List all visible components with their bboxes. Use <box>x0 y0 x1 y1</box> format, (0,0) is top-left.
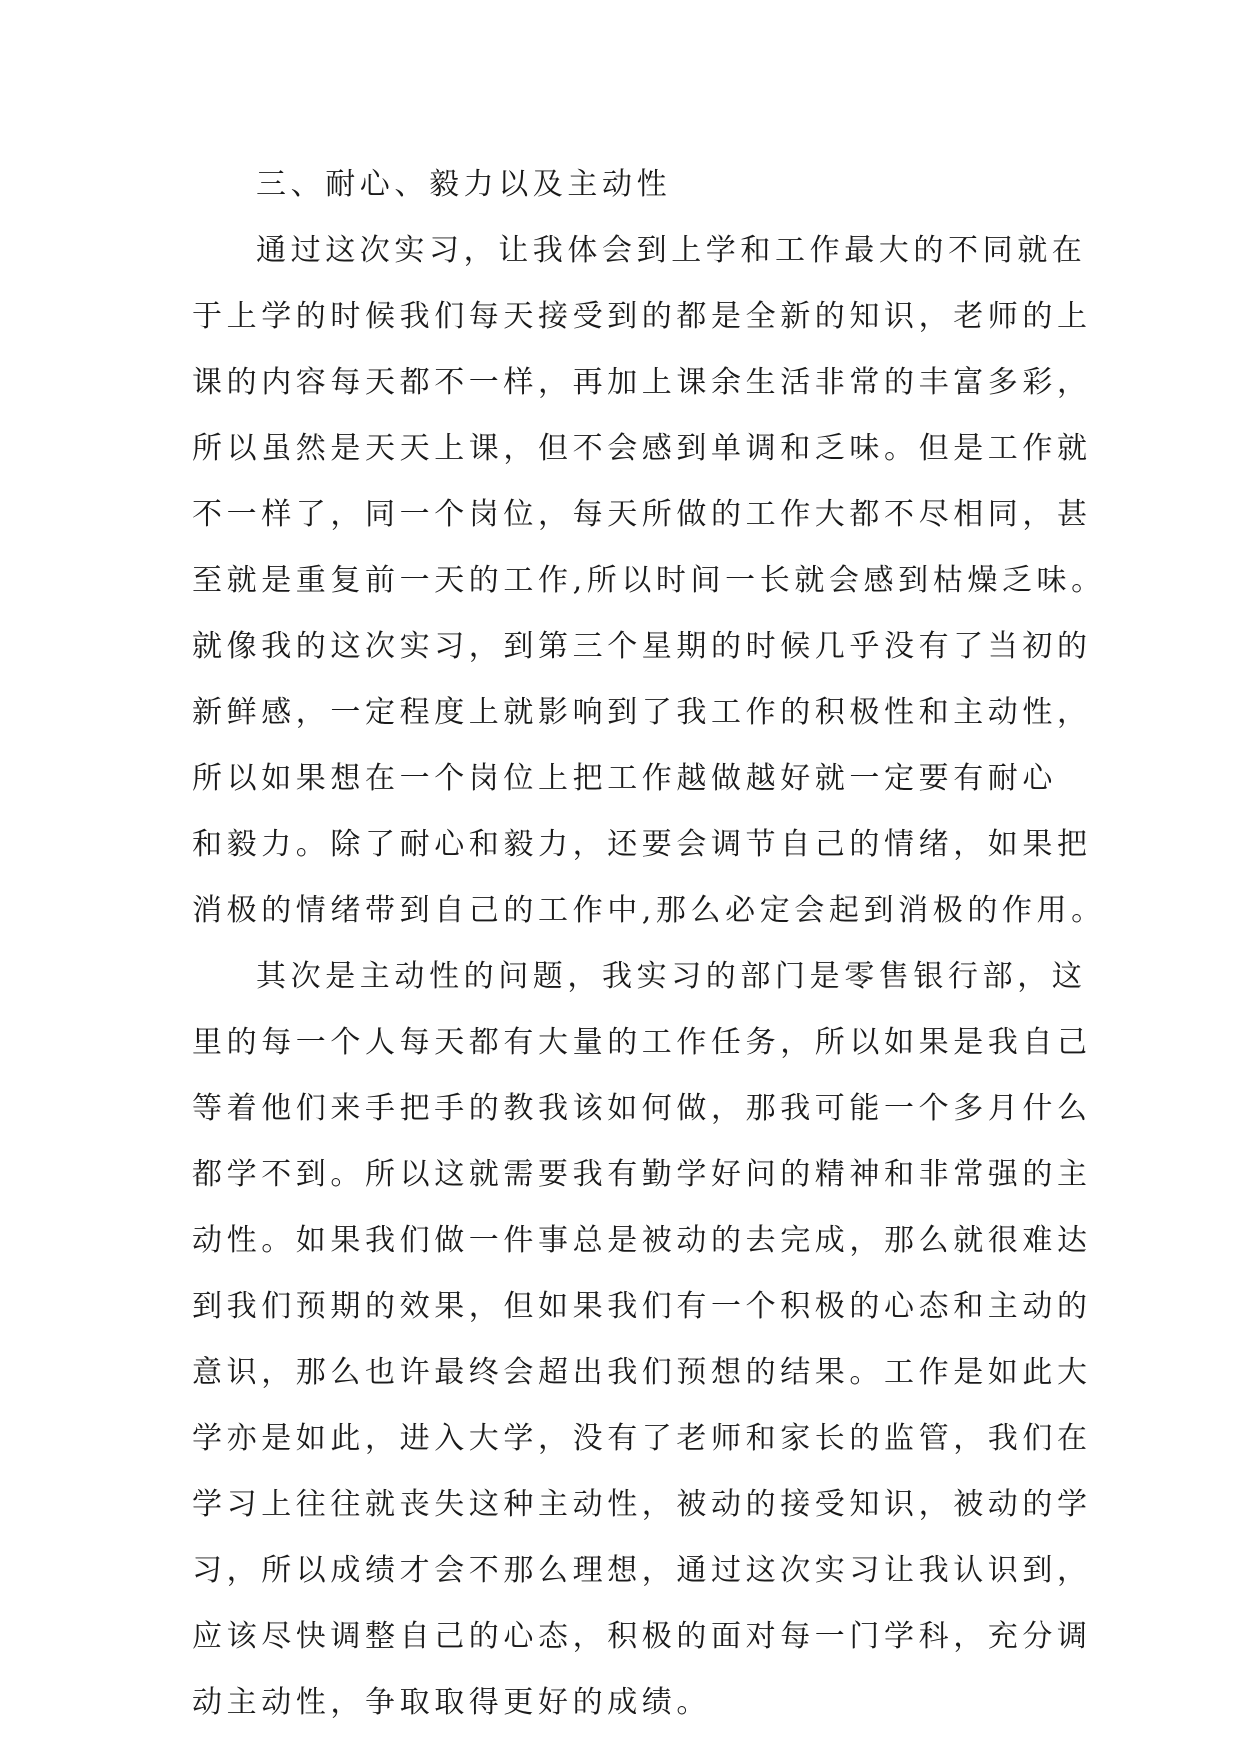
paragraph-line: 意识，那么也许最终会超出我们预想的结果。工作是如此大 <box>192 1355 1092 1390</box>
paragraph-line: 课的内容每天都不一样，再加上课余生活非常的丰富多彩， <box>192 365 1092 400</box>
paragraph-line: 学习上往往就丧失这种主动性，被动的接受知识，被动的学 <box>192 1487 1092 1522</box>
paragraph-line: 消极的情绪带到自己的工作中,那么必定会起到消极的作用。 <box>192 893 1106 928</box>
paragraph-line: 动性。如果我们做一件事总是被动的去完成，那么就很难达 <box>192 1223 1092 1258</box>
paragraph-line: 新鲜感，一定程度上就影响到了我工作的积极性和主动性， <box>192 695 1092 730</box>
paragraph-line: 等着他们来手把手的教我该如何做，那我可能一个多月什么 <box>192 1091 1092 1126</box>
paragraph-line: 不一样了，同一个岗位，每天所做的工作大都不尽相同，甚 <box>192 497 1092 532</box>
section-heading: 三、耐心、毅力以及主动性 <box>256 167 672 202</box>
paragraph-line: 其次是主动性的问题，我实习的部门是零售银行部，这 <box>256 959 1087 994</box>
paragraph-line: 到我们预期的效果，但如果我们有一个积极的心态和主动的 <box>192 1289 1092 1324</box>
paragraph-line: 里的每一个人每天都有大量的工作任务，所以如果是我自己 <box>192 1025 1092 1060</box>
paragraph-line: 和毅力。除了耐心和毅力，还要会调节自己的情绪，如果把 <box>192 827 1092 862</box>
paragraph-line: 所以如果想在一个岗位上把工作越做越好就一定要有耐心 <box>192 761 1057 796</box>
paragraph-line: 至就是重复前一天的工作,所以时间一长就会感到枯燥乏味。 <box>192 563 1106 598</box>
paragraph-line: 通过这次实习，让我体会到上学和工作最大的不同就在 <box>256 233 1087 268</box>
paragraph-line: 应该尽快调整自己的心态，积极的面对每一门学科，充分调 <box>192 1619 1092 1654</box>
paragraph-line: 就像我的这次实习，到第三个星期的时候几乎没有了当初的 <box>192 629 1092 664</box>
paragraph-line: 于上学的时候我们每天接受到的都是全新的知识，老师的上 <box>192 299 1092 334</box>
paragraph-line: 习，所以成绩才会不那么理想，通过这次实习让我认识到， <box>192 1553 1092 1588</box>
paragraph-line: 学亦是如此，进入大学，没有了老师和家长的监管，我们在 <box>192 1421 1092 1456</box>
paragraph-line: 都学不到。所以这就需要我有勤学好问的精神和非常强的主 <box>192 1157 1092 1192</box>
paragraph-line: 动主动性，争取取得更好的成绩。 <box>192 1685 711 1720</box>
paragraph-line: 所以虽然是天天上课，但不会感到单调和乏味。但是工作就 <box>192 431 1092 466</box>
